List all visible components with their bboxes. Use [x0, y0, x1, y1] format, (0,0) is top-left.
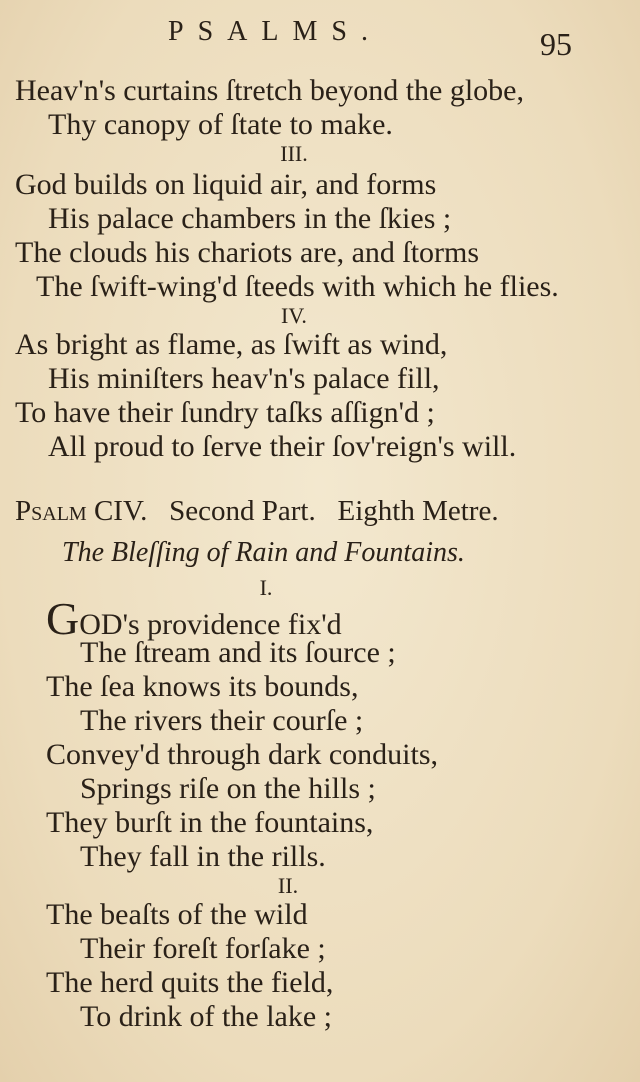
verse-line: The ſwift-wing'd ſteeds with which he flies.	[36, 270, 559, 303]
verse-line: They fall in the rills.	[80, 840, 326, 873]
verse-line: They burſt in the fountains,	[46, 806, 374, 839]
psalm-subtitle: The Bleſſing of Rain and Fountains.	[62, 537, 465, 568]
stanza-numeral: III.	[280, 141, 308, 166]
verse-line: His palace chambers in the ſkies ;	[48, 202, 452, 235]
verse-line: Thy canopy of ſtate to make.	[48, 108, 393, 141]
psalm-metre: Eighth Metre.	[337, 495, 499, 527]
first-line-rest: OD's providence fix'd	[79, 608, 342, 641]
verse-line: Heav'n's curtains ſtretch beyond the globe,	[15, 74, 524, 107]
page-number: 95	[540, 26, 572, 62]
running-head: PSALMS.	[168, 16, 382, 47]
drop-cap: G	[46, 593, 80, 644]
verse-line: Their foreſt forſake ;	[80, 932, 326, 965]
psalm-label: Psalm CIV.	[15, 495, 148, 527]
verse-line: As bright as flame, as ſwift as wind,	[15, 328, 448, 361]
stanza-numeral: II.	[277, 873, 299, 898]
verse-line: The ſtream and its ſource ;	[80, 636, 396, 669]
verse-line: The ſea knows its bounds,	[46, 670, 359, 703]
stanza-numeral: IV.	[281, 303, 307, 328]
verse-line: Springs riſe on the hills ;	[80, 772, 376, 805]
verse-line: God builds on liquid air, and forms	[15, 168, 437, 201]
stanza-numeral: I.	[259, 575, 273, 600]
verse-line: The clouds his chariots are, and ſtorms	[15, 236, 480, 269]
psalm-heading	[15, 494, 499, 528]
verse-line: The rivers their courſe ;	[80, 704, 364, 737]
verse-line: His miniſters heav'n's palace fill,	[48, 362, 440, 395]
verse-line: To have their ſundry taſks aſſign'd ;	[15, 396, 435, 429]
psalm-part: Second Part.	[169, 495, 316, 527]
verse-line: All proud to ſerve their ſov'reign's will.	[48, 430, 517, 463]
verse-line: To drink of the lake ;	[80, 1000, 332, 1033]
verse-line: The beaſts of the wild	[46, 898, 308, 931]
verse-line: Convey'd through dark conduits,	[46, 738, 439, 771]
verse-line: The herd quits the field,	[46, 966, 334, 999]
